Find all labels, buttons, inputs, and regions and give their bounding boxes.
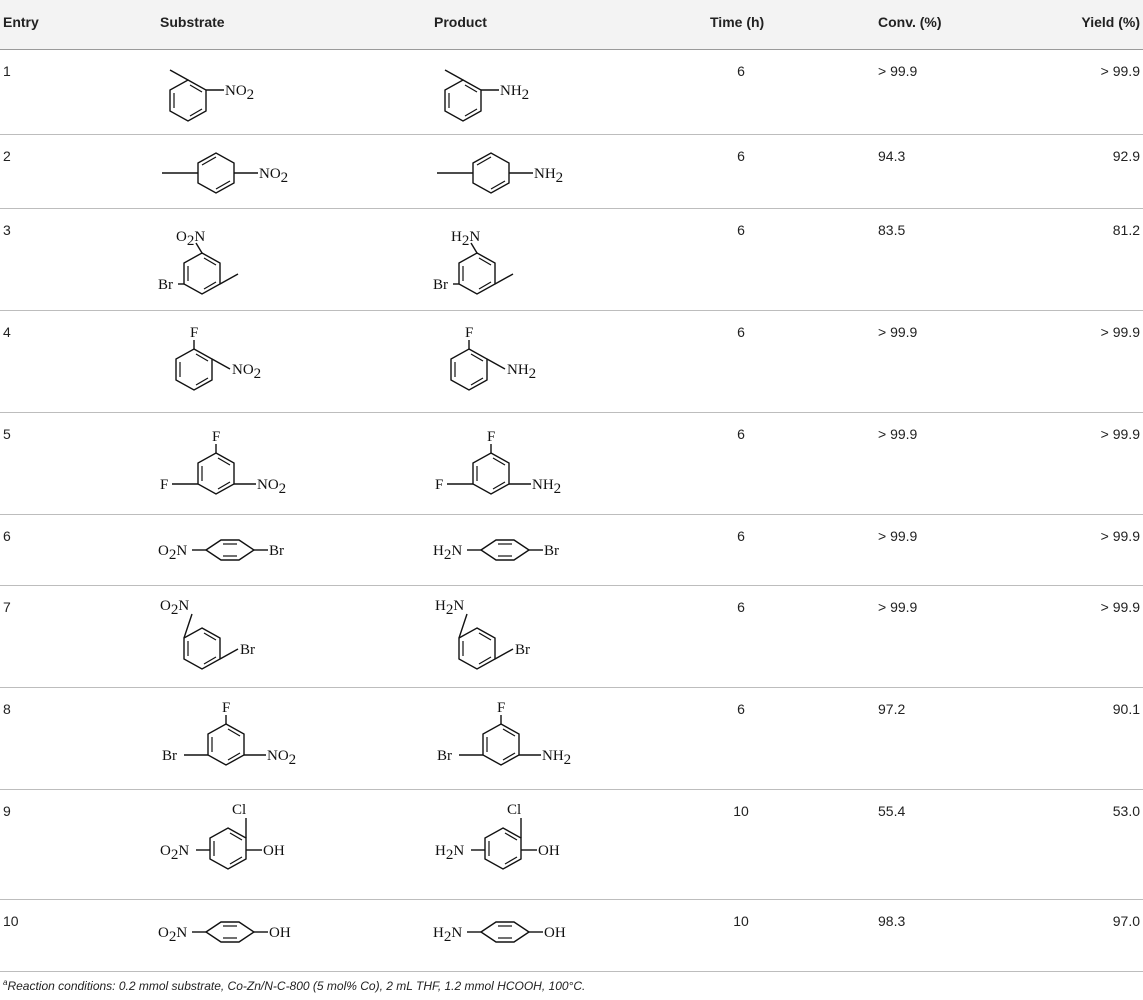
svg-text:O2N: O2N	[158, 543, 188, 563]
time-cell: 6	[737, 324, 745, 340]
svg-text:F: F	[435, 477, 444, 493]
conv-cell: 97.2	[878, 701, 906, 717]
svg-text:OH: OH	[538, 843, 560, 859]
entry-cell: 5	[3, 426, 11, 442]
svg-text:NO2: NO2	[267, 748, 297, 768]
product-structure	[425, 586, 575, 688]
product-structure	[425, 790, 595, 900]
svg-text:NO2: NO2	[232, 362, 262, 382]
header-substrate: Substrate	[160, 14, 225, 30]
svg-text:F: F	[212, 429, 221, 445]
yield-cell: > 99.9	[1100, 324, 1140, 340]
header-time: Time (h)	[710, 14, 765, 30]
svg-text:F: F	[487, 429, 496, 445]
substrate-structure	[150, 586, 300, 688]
table-row	[0, 50, 1143, 135]
substrate-structure	[150, 790, 320, 900]
yield-cell: > 99.9	[1100, 528, 1140, 544]
yield-cell: > 99.9	[1100, 599, 1140, 615]
svg-text:NH2: NH2	[507, 362, 537, 382]
time-cell: 6	[737, 222, 745, 238]
table-footnote	[3, 978, 585, 993]
svg-text:Br: Br	[544, 543, 559, 559]
svg-text:O2N: O2N	[158, 925, 188, 945]
conv-cell: 98.3	[878, 913, 906, 929]
substrate-structure	[150, 413, 310, 515]
svg-text:OH: OH	[544, 925, 566, 941]
substrate-structure	[150, 311, 290, 413]
svg-text:H2N: H2N	[451, 229, 481, 249]
svg-text:NO2: NO2	[259, 166, 289, 186]
footnote-text: Reaction conditions: 0.2 mmol substrate, Co-Zn/N-C-800 (5 mol% Co), 2 mL THF, 1.2 mmol HCOOH, 100°C.	[7, 979, 586, 993]
time-cell: 6	[737, 63, 745, 79]
svg-text:F: F	[160, 477, 169, 493]
substrate-structure	[150, 688, 320, 790]
header-product: Product	[434, 14, 487, 30]
time-cell: 6	[737, 701, 745, 717]
svg-text:NH2: NH2	[500, 83, 530, 103]
svg-text:F: F	[497, 700, 506, 716]
yield-cell: 97.0	[1112, 913, 1140, 929]
header-entry: Entry	[3, 14, 39, 30]
time-cell: 6	[737, 148, 745, 164]
entry-cell: 6	[3, 528, 11, 544]
entry-cell: 4	[3, 324, 11, 340]
table-row	[0, 900, 1143, 972]
yield-cell: > 99.9	[1100, 426, 1140, 442]
svg-text:H2N: H2N	[435, 843, 465, 863]
svg-text:NO2: NO2	[257, 477, 287, 497]
svg-text:Br: Br	[240, 642, 255, 658]
time-cell: 6	[737, 528, 745, 544]
svg-text:H2N: H2N	[433, 543, 463, 563]
table-row	[0, 413, 1143, 515]
conv-cell: > 99.9	[878, 63, 918, 79]
header-conv: Conv. (%)	[878, 14, 942, 30]
yield-cell: 81.2	[1112, 222, 1140, 238]
svg-text:O2N: O2N	[176, 229, 206, 249]
table-row	[0, 688, 1143, 790]
svg-text:OH: OH	[263, 843, 285, 859]
table-row	[0, 515, 1143, 586]
entry-cell: 7	[3, 599, 11, 615]
product-structure	[425, 688, 595, 790]
substrate-structure	[150, 135, 310, 209]
svg-text:Cl: Cl	[507, 802, 522, 818]
table-row	[0, 311, 1143, 413]
substrate-structure	[150, 50, 280, 135]
svg-text:Br: Br	[162, 748, 177, 764]
svg-text:Br: Br	[437, 748, 452, 764]
conv-cell: > 99.9	[878, 426, 918, 442]
footnote-mark: a	[3, 978, 8, 987]
substrate-structure	[150, 209, 290, 311]
table-row	[0, 209, 1143, 311]
svg-text:NH2: NH2	[532, 477, 562, 497]
table-row	[0, 586, 1143, 688]
substrate-structure	[150, 900, 320, 972]
svg-text:Br: Br	[158, 277, 173, 293]
product-structure	[425, 413, 585, 515]
svg-text:NO2: NO2	[225, 83, 255, 103]
svg-text:H2N: H2N	[435, 598, 465, 618]
time-cell: 10	[733, 913, 749, 929]
conv-cell: 55.4	[878, 803, 906, 819]
product-structure	[425, 311, 565, 413]
yield-cell: 90.1	[1112, 701, 1140, 717]
conv-cell: > 99.9	[878, 528, 918, 544]
product-structure	[425, 900, 595, 972]
svg-text:NH2: NH2	[534, 166, 564, 186]
svg-text:F: F	[190, 325, 199, 341]
yield-cell: > 99.9	[1100, 63, 1140, 79]
svg-text:H2N: H2N	[433, 925, 463, 945]
entry-cell: 8	[3, 701, 11, 717]
time-cell: 10	[733, 803, 749, 819]
svg-text:O2N: O2N	[160, 843, 190, 863]
conv-cell: 94.3	[878, 148, 906, 164]
svg-text:OH: OH	[269, 925, 291, 941]
svg-text:Br: Br	[269, 543, 284, 559]
svg-text:O2N: O2N	[160, 598, 190, 618]
product-structure	[425, 515, 585, 586]
time-cell: 6	[737, 599, 745, 615]
svg-text:F: F	[465, 325, 474, 341]
product-structure	[425, 50, 555, 135]
product-structure	[425, 209, 565, 311]
table-row	[0, 135, 1143, 209]
yield-cell: 53.0	[1112, 803, 1140, 819]
svg-text:NH2: NH2	[542, 748, 572, 768]
conv-cell: > 99.9	[878, 599, 918, 615]
entry-cell: 9	[3, 803, 11, 819]
header-yield: Yield (%)	[1081, 14, 1140, 30]
time-cell: 6	[737, 426, 745, 442]
substrate-structure	[150, 515, 310, 586]
entry-cell: 1	[3, 63, 11, 79]
entry-cell: 3	[3, 222, 11, 238]
product-structure	[425, 135, 585, 209]
yield-cell: 92.9	[1112, 148, 1140, 164]
table-header-row	[0, 0, 1143, 50]
svg-text:Cl: Cl	[232, 802, 247, 818]
svg-text:F: F	[222, 700, 231, 716]
table-row	[0, 790, 1143, 900]
entry-cell: 10	[3, 913, 19, 929]
conv-cell: 83.5	[878, 222, 906, 238]
svg-text:Br: Br	[515, 642, 530, 658]
entry-cell: 2	[3, 148, 11, 164]
conv-cell: > 99.9	[878, 324, 918, 340]
svg-text:Br: Br	[433, 277, 448, 293]
